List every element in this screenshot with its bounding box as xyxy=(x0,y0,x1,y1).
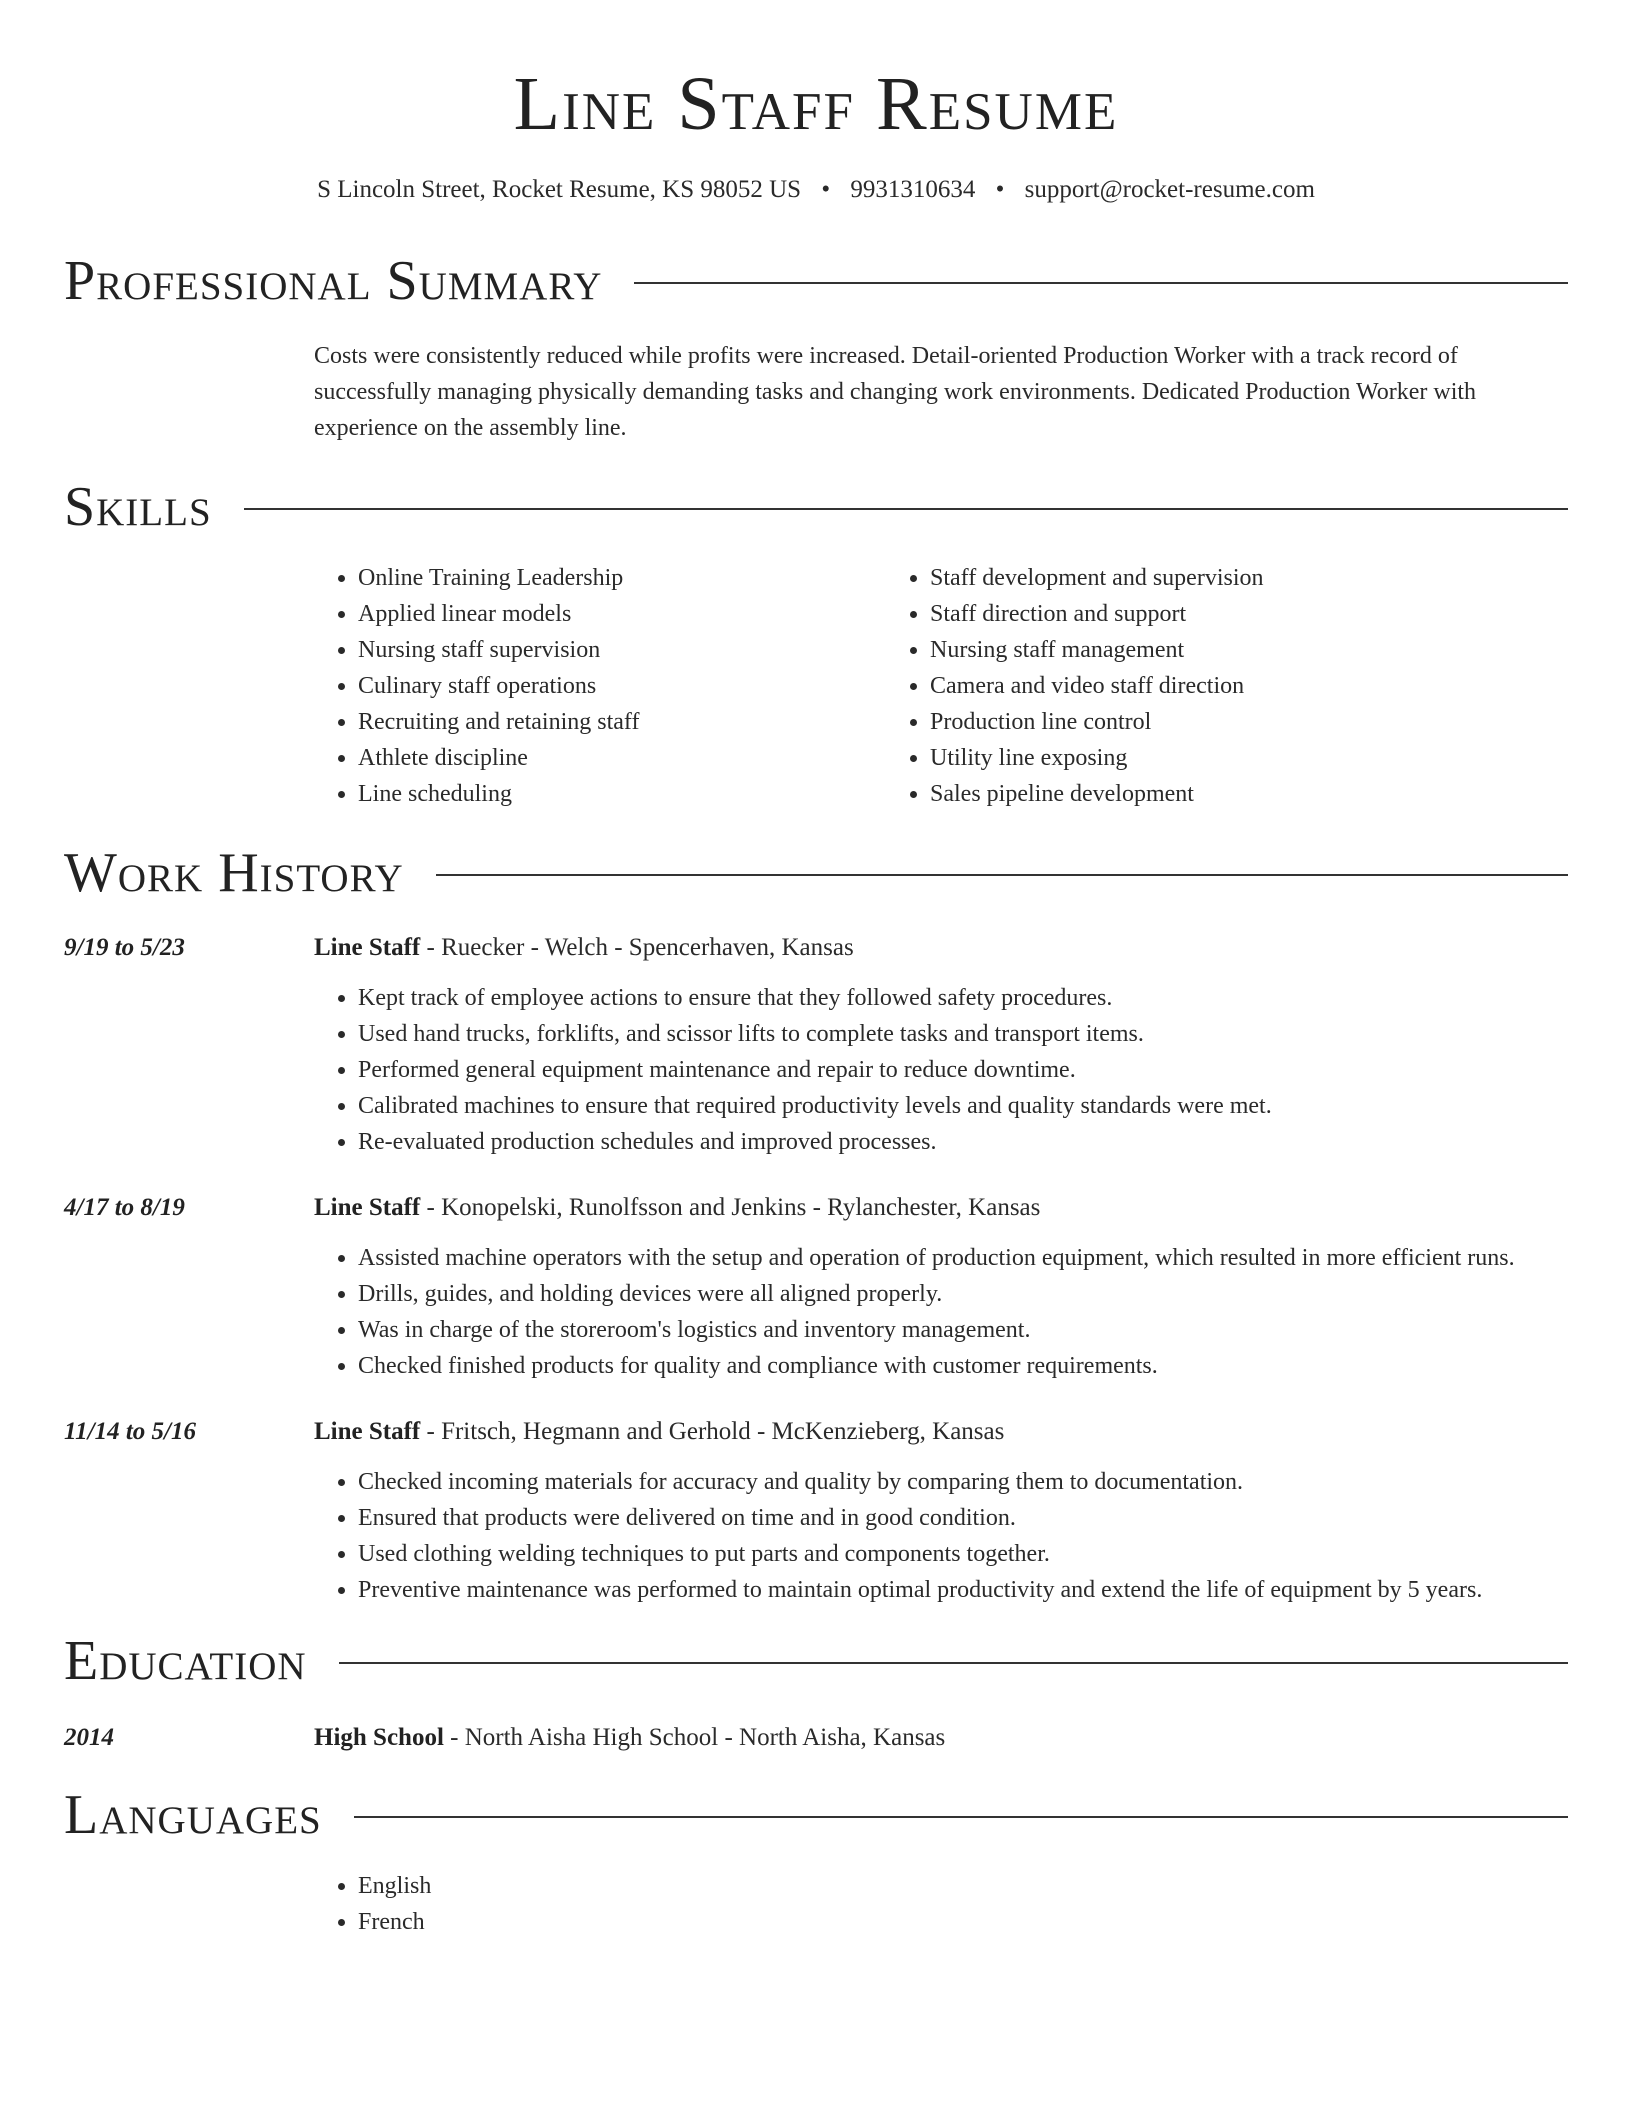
job-dates: 9/19 to 5/23 xyxy=(64,934,185,961)
languages-section-header xyxy=(64,1784,1568,1846)
skill-item: • Nursing staff management xyxy=(930,632,1506,668)
skill-item: • Applied linear models xyxy=(358,596,886,632)
skill-item: • Sales pipeline development xyxy=(930,776,1506,812)
job-title: Line Staff xyxy=(314,1194,421,1221)
languages-heading: Languages xyxy=(64,1784,322,1846)
job-title: Line Staff xyxy=(314,934,421,961)
section-divider xyxy=(244,508,1568,510)
job-duty: • Used clothing welding techniques to put parts and components together. xyxy=(358,1536,1568,1572)
skills-section-header xyxy=(64,476,1568,538)
contact-separator: • xyxy=(995,176,1005,203)
job-duty: • Used hand trucks, forklifts, and scissor lifts to complete tasks and transport items. xyxy=(358,1016,1568,1052)
contact-address: S Lincoln Street, Rocket Resume, KS 98052 US xyxy=(317,176,802,203)
education-heading: Education xyxy=(64,1630,307,1692)
job-duty: • Kept track of employee actions to ensure that they followed safety procedures. xyxy=(358,980,1568,1016)
contact-separator: • xyxy=(821,176,831,203)
skill-item: • Staff direction and support xyxy=(930,596,1506,632)
skills-column-left xyxy=(314,560,886,812)
section-divider xyxy=(354,1816,1568,1818)
job-duty: • Re-evaluated production schedules and improved processes. xyxy=(358,1124,1568,1160)
job-duty: • Ensured that products were delivered on time and in good condition. xyxy=(358,1500,1568,1536)
job-dates: 4/17 to 8/19 xyxy=(64,1194,185,1221)
language-item: • English xyxy=(358,1868,1568,1904)
job-duty: • Was in charge of the storeroom's logistics and inventory management. xyxy=(358,1312,1568,1348)
job-entry xyxy=(64,1190,1568,1384)
summary-text: Costs were consistently reduced while profits were increased. Detail-oriented Production Worker with a track record of successfully managing physically demanding tasks and changing work environments. Dedicated Production Worker with experience on the assembly line. xyxy=(314,343,1477,441)
education-section-header xyxy=(64,1630,1568,1692)
job-title: Line Staff xyxy=(314,1418,421,1445)
education-school: - North Aisha High School - North Aisha, Kansas xyxy=(443,1724,946,1751)
languages-list xyxy=(314,1868,1568,1940)
skill-item: • Culinary staff operations xyxy=(358,668,886,704)
job-duty: • Calibrated machines to ensure that required productivity levels and quality standards were met. xyxy=(358,1088,1568,1124)
work-section-header xyxy=(64,842,1568,904)
job-duty: • Drills, guides, and holding devices were all aligned properly. xyxy=(358,1276,1568,1312)
skill-item: • Recruiting and retaining staff xyxy=(358,704,886,740)
job-employer: - Konopelski, Runolfsson and Jenkins - Rylanchester, Kansas xyxy=(420,1194,1041,1221)
job-duties xyxy=(314,1464,1568,1608)
work-history xyxy=(64,930,1568,1608)
job-heading xyxy=(314,1190,1568,1226)
skills-column-right xyxy=(886,560,1506,812)
skill-item: • Athlete discipline xyxy=(358,740,886,776)
resume-title: Line Staff Resume xyxy=(513,62,1119,146)
job-employer: - Ruecker - Welch - Spencerhaven, Kansas xyxy=(420,934,854,961)
skills-list xyxy=(314,560,1568,812)
section-divider xyxy=(436,874,1568,876)
education-year: 2014 xyxy=(64,1724,114,1751)
job-dates: 11/14 to 5/16 xyxy=(64,1418,196,1445)
contact-email: support@rocket-resume.com xyxy=(1024,176,1315,203)
education-degree: High School xyxy=(314,1724,444,1751)
skill-item: • Nursing staff supervision xyxy=(358,632,886,668)
skill-item: • Production line control xyxy=(930,704,1506,740)
skill-item: • Online Training Leadership xyxy=(358,560,886,596)
language-item: • French xyxy=(358,1904,1568,1940)
job-duties xyxy=(314,980,1568,1160)
summary-heading: Professional Summary xyxy=(64,250,603,312)
job-duty: • Assisted machine operators with the setup and operation of production equipment, which resulted in more efficient runs. xyxy=(358,1240,1568,1276)
job-duty: • Checked finished products for quality and compliance with customer requirements. xyxy=(358,1348,1568,1384)
job-duty: • Preventive maintenance was performed to maintain optimal productivity and extend the life of equipment by 5 years. xyxy=(358,1572,1568,1608)
skill-item: • Camera and video staff direction xyxy=(930,668,1506,704)
section-divider xyxy=(634,282,1568,284)
skills-heading: Skills xyxy=(64,476,212,538)
education-entry xyxy=(64,1720,1568,1756)
job-heading xyxy=(314,1414,1568,1450)
section-divider xyxy=(339,1662,1568,1664)
summary-section-header xyxy=(64,250,1568,312)
education-heading-line xyxy=(314,1720,945,1756)
job-heading xyxy=(314,930,1568,966)
skill-item: • Line scheduling xyxy=(358,776,886,812)
work-heading: Work History xyxy=(64,842,404,904)
job-employer: - Fritsch, Hegmann and Gerhold - McKenzieberg, Kansas xyxy=(420,1418,1005,1445)
job-duty: • Checked incoming materials for accuracy and quality by comparing them to documentation. xyxy=(358,1464,1568,1500)
contact-line xyxy=(64,174,1568,206)
contact-phone: 9931310634 xyxy=(850,176,976,203)
skill-item: • Staff development and supervision xyxy=(930,560,1506,596)
job-entry xyxy=(64,1414,1568,1608)
job-duties xyxy=(314,1240,1568,1384)
skill-item: • Utility line exposing xyxy=(930,740,1506,776)
job-duty: • Performed general equipment maintenance and repair to reduce downtime. xyxy=(358,1052,1568,1088)
job-entry xyxy=(64,930,1568,1160)
